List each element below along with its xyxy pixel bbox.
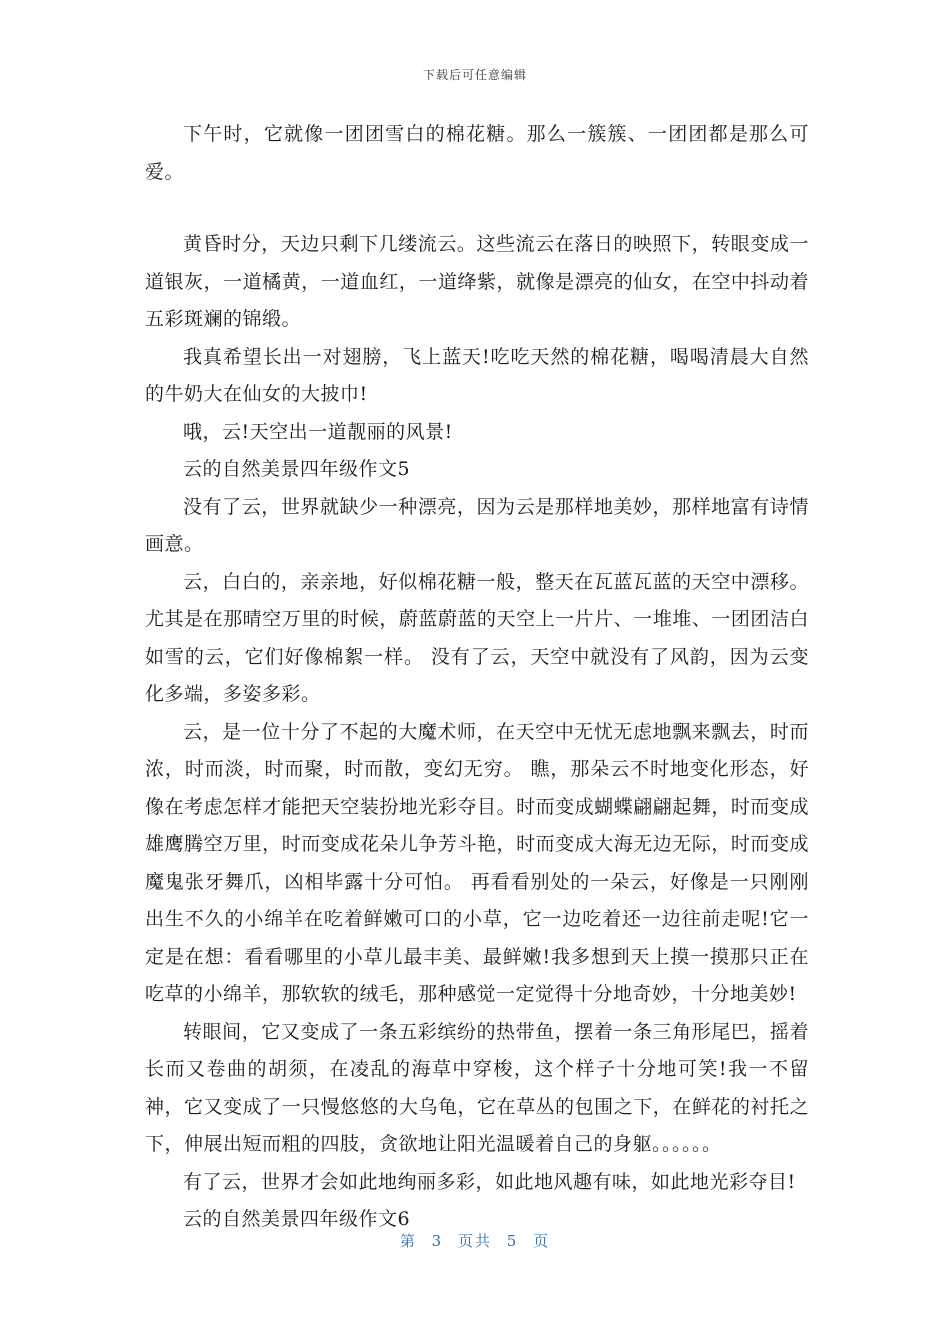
document-body [145, 116, 809, 1239]
section-title: 云的自然美景四年级作文6 [183, 1208, 411, 1230]
paragraph-gap [145, 191, 809, 226]
paragraph: 有了云，世界才会如此地绚丽多彩，如此地风趣有味，如此地光彩夺目! [183, 1170, 796, 1193]
paragraph: 哦，云!天空出一道靓丽的风景! [183, 420, 453, 443]
paragraph: 黄昏时分，天边只剩下几缕流云。这些流云在落日的映照下，转眼变成一道银灰，一道橘黄，一道血红，一道绛紫，就像是漂亮的仙女，在空中抖动着五彩斑斓的锦缎。 [145, 233, 809, 330]
paragraph: 转眼间，它又变成了一条五彩缤纷的热带鱼，摆着一条三角形尾巴，摇着长而又卷曲的胡须，在凌乱的海草中穿梭，这个样子十分地可笑!我一不留神，它又变成了一只慢悠悠的大乌龟，它在草丛的包围之下，在鲜花的衬托之下，伸展出短而粗的四肢，贪欲地让阳光温暖着自己的身躯。。。。。。 [145, 1020, 809, 1155]
paragraph: 云，是一位十分了不起的大魔术师，在天空中无忧无虑地飘来飘去，时而浓，时而淡，时而聚，时而散，变幻无穷。 瞧，那朵云不时地变化形态，好像在考虑怎样才能把天空装扮地光彩夺目。时而变成蝴蝶翩翩起舞，时而变成雄鹰腾空万里，时而变成花朵儿争芳斗艳，时而变成大海无边无际，时而变成魔鬼张牙舞爪，凶相毕露十分可怕。 再看看别处的一朵云，好像是一只刚刚出生不久的小绵羊在吃着鲜嫩可口的小草，它一边吃着还一边往前走呢!它一定是在想：看看哪里的小草儿最丰美、最鲜嫩!我多想到天上摸一摸那只正在吃草的小绵羊，那软软的绒毛，那种感觉一定觉得十分地奇妙，十分地美妙! [145, 720, 809, 1005]
paragraph: 我真希望长出一对翅膀，飞上蓝天!吃吃天然的棉花糖，喝喝清晨大自然的牛奶大在仙女的大披巾! [145, 345, 809, 405]
section-title: 云的自然美景四年级作文5 [183, 458, 411, 480]
page-header: 下载后可任意编辑 [422, 68, 527, 82]
paragraph: 云，白白的，亲亲地，好似棉花糖一般，整天在瓦蓝瓦蓝的天空中漂移。尤其是在那晴空万里的时候，蔚蓝蔚蓝的天空上一片片、一堆堆、一团团洁白如雪的云，它们好像棉絮一样。 没有了云，天空中就没有了风韵，因为云变化多端，多姿多彩。 [145, 570, 809, 705]
page-footer: 第 3 页共 5 页 [399, 1232, 551, 1250]
paragraph: 下午时，它就像一团团雪白的棉花糖。那么一簇簇、一团团都是那么可爱。 [145, 123, 809, 183]
paragraph: 没有了云，世界就缺少一种漂亮，因为云是那样地美妙，那样地富有诗情画意。 [145, 495, 809, 555]
